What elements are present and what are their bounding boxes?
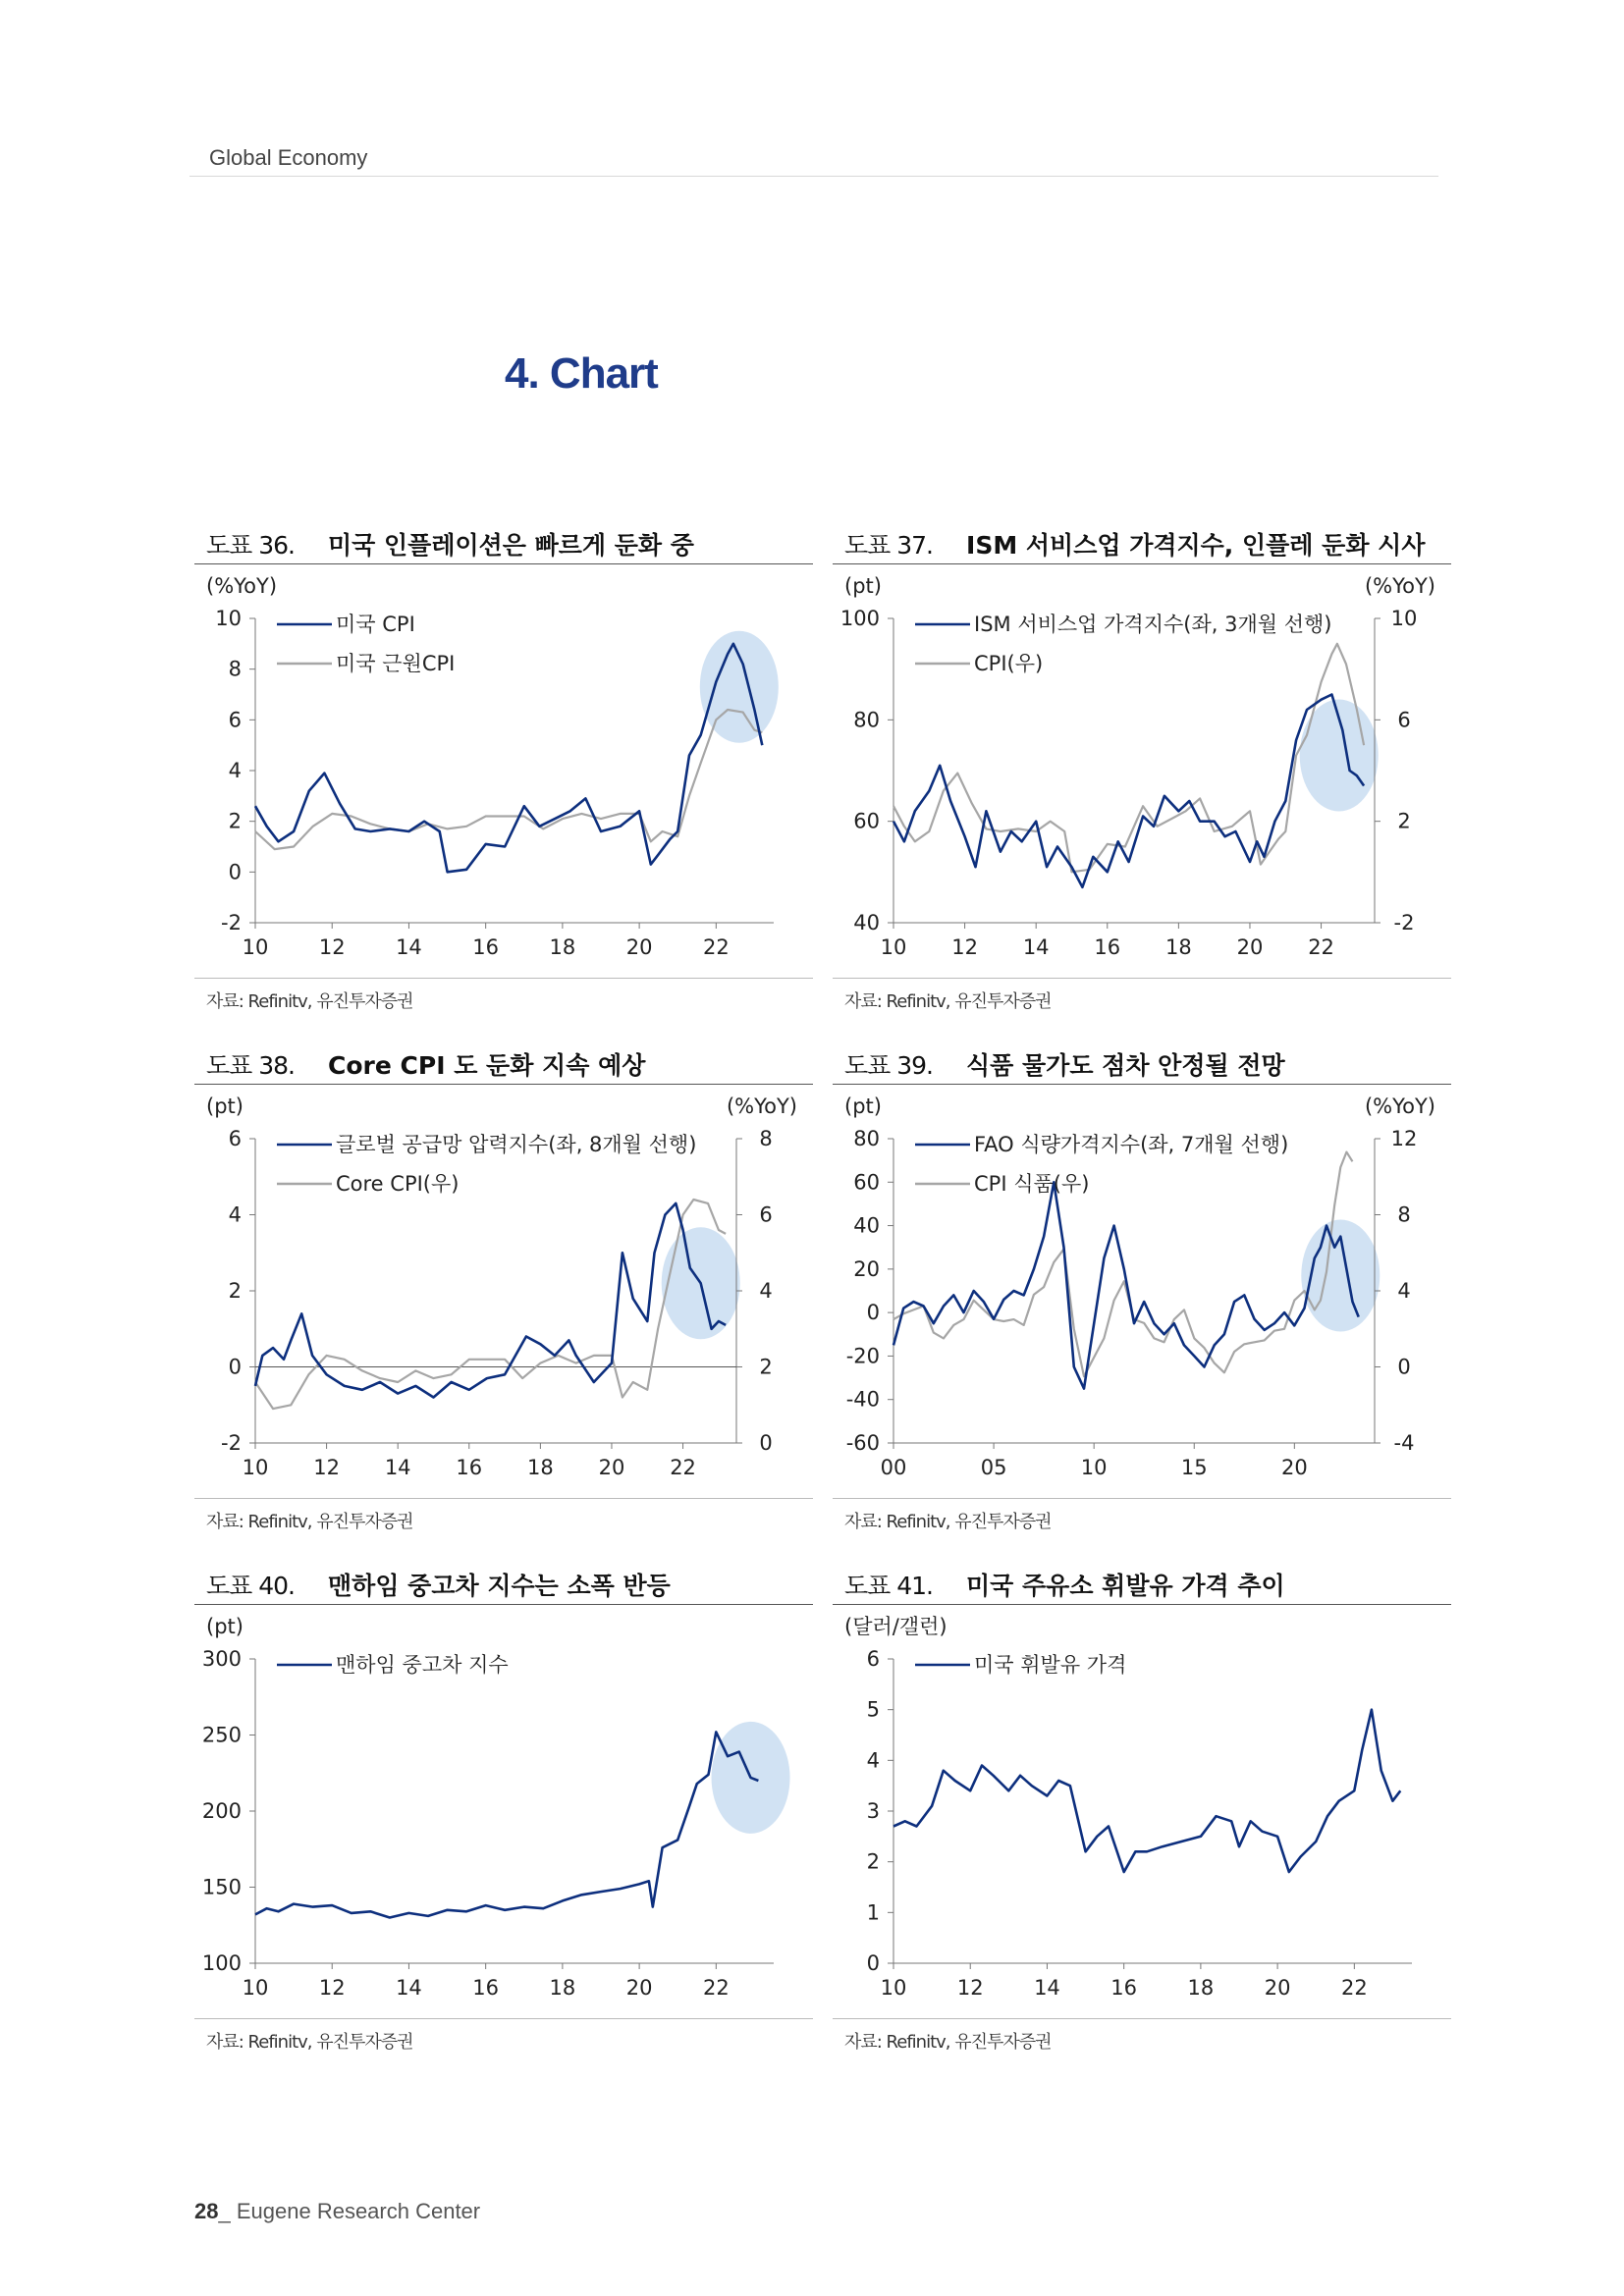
x-tick-label: 16 [1110, 1976, 1138, 2000]
figure-number: 도표 39. [844, 1051, 934, 1080]
y-tick-label-right: 8 [1397, 1202, 1411, 1227]
x-tick-label: 16 [1094, 935, 1121, 959]
figure-number: 도표 38. [206, 1051, 296, 1080]
figure-caption: Core CPI 도 둔화 지속 예상 [328, 1051, 646, 1080]
source-divider [194, 978, 813, 979]
figure-caption: 맨하임 중고차 지수는 소폭 반등 [328, 1572, 671, 1600]
y-tick-label-left: 6 [228, 708, 242, 732]
figure-panel-39 [833, 1046, 1451, 1547]
x-tick-label: 18 [1165, 935, 1192, 959]
y-unit-left: (pt) [206, 1615, 244, 1638]
figure-number: 도표 37. [844, 531, 934, 560]
y-tick-label-right: 6 [759, 1202, 773, 1227]
x-tick-label: 12 [951, 935, 978, 959]
x-tick-label: 20 [1236, 935, 1264, 959]
y-unit-left: (%YoY) [206, 574, 278, 598]
x-tick-label: 12 [313, 1456, 340, 1479]
y-tick-label-left: 150 [201, 1875, 242, 1899]
legend-label-1: 글로벌 공급망 압력지수(좌, 8개월 선행) [336, 1133, 697, 1156]
source-note: 자료: Refinitv, 유진투자증권 [844, 1512, 1052, 1532]
section-title: 4. Chart [505, 349, 658, 398]
y-tick-label-left: -2 [221, 1431, 242, 1455]
x-tick-label: 10 [242, 935, 269, 959]
x-tick-label: 12 [318, 935, 346, 959]
y-tick-label-left: 2 [228, 1279, 242, 1303]
y-tick-label-left: 5 [866, 1697, 880, 1722]
figure-panel-40 [194, 1567, 813, 2067]
y-tick-label-right: -2 [1393, 911, 1415, 934]
x-tick-label: 20 [625, 1976, 653, 2000]
source-divider [194, 1498, 813, 1499]
figure-number: 도표 40. [206, 1572, 296, 1600]
x-tick-label: 20 [1264, 1976, 1291, 2000]
y-tick-label-left: 60 [853, 1170, 880, 1195]
y-tick-label-left: 4 [228, 759, 242, 782]
x-tick-label: 22 [1308, 935, 1334, 959]
y-tick-label-right: 12 [1390, 1127, 1418, 1150]
figure-title [206, 526, 694, 561]
y-tick-label-right: 4 [1397, 1279, 1411, 1303]
x-tick-label: 10 [242, 1976, 269, 2000]
y-unit-right: (%YoY) [1364, 1095, 1435, 1118]
source-divider [194, 2018, 813, 2019]
y-tick-label-left: 8 [228, 657, 242, 681]
y-tick-label-left: -2 [221, 911, 242, 934]
y-tick-label-left: 2 [866, 1849, 880, 1874]
legend-label-1: 미국 휘발유 가격 [974, 1653, 1127, 1677]
x-tick-label: 15 [1180, 1456, 1208, 1479]
x-tick-label: 20 [625, 935, 653, 959]
y-tick-label-left: 300 [201, 1647, 242, 1671]
legend-label-1: ISM 서비스업 가격지수(좌, 3개월 선행) [974, 613, 1332, 636]
highlight-ellipse [700, 631, 779, 743]
source-divider [833, 2018, 1451, 2019]
series-line-1 [893, 1710, 1400, 1872]
y-tick-label-left: 80 [853, 708, 880, 732]
y-tick-label-left: 20 [853, 1256, 880, 1281]
x-tick-label: 10 [242, 1456, 269, 1479]
y-tick-label-left: 60 [853, 809, 880, 833]
x-tick-label: 20 [1280, 1456, 1308, 1479]
chart-fig38 [194, 1090, 813, 1492]
x-tick-label: 12 [318, 1976, 346, 2000]
title-divider [833, 1084, 1451, 1085]
series-line-1 [255, 644, 762, 873]
x-tick-label: 14 [396, 1976, 422, 2000]
page-footer [194, 2199, 480, 2224]
y-tick-label-left: 4 [228, 1202, 242, 1227]
x-tick-label: 18 [1187, 1976, 1215, 2000]
page-number: 28 [194, 2199, 219, 2223]
figure-title [844, 1567, 1285, 1602]
y-tick-label-right: 8 [759, 1127, 773, 1150]
x-tick-label: 05 [980, 1456, 1007, 1479]
y-unit-right: (%YoY) [1364, 574, 1435, 598]
title-divider [194, 1084, 813, 1085]
y-tick-label-left: 3 [866, 1799, 880, 1823]
y-tick-label-right: 6 [1397, 708, 1411, 732]
x-tick-label: 16 [472, 935, 500, 959]
header-divider [189, 176, 1438, 177]
figure-panel-38 [194, 1046, 813, 1547]
y-tick-label-left: 0 [228, 1355, 242, 1379]
x-tick-label: 10 [1080, 1456, 1108, 1479]
figure-caption: ISM 서비스업 가격지수, 인플레 둔화 시사 [966, 531, 1426, 560]
header-section-label: Global Economy [209, 145, 368, 170]
figure-title [206, 1567, 671, 1602]
x-tick-label: 00 [880, 1456, 907, 1479]
figure-title [206, 1046, 645, 1082]
source-note: 자료: Refinitv, 유진투자증권 [206, 2032, 413, 2053]
y-tick-label-left: 0 [866, 1301, 880, 1325]
figure-panel-41 [833, 1567, 1451, 2067]
figure-number: 도표 36. [206, 531, 296, 560]
title-divider [194, 1604, 813, 1605]
figure-caption: 미국 인플레이션은 빠르게 둔화 중 [328, 531, 694, 560]
x-tick-label: 22 [1340, 1976, 1368, 2000]
source-note: 자료: Refinitv, 유진투자증권 [206, 1512, 413, 1532]
y-tick-label-right: 4 [759, 1279, 773, 1303]
y-tick-label-right: 0 [759, 1431, 773, 1455]
x-tick-label: 18 [549, 935, 576, 959]
series-line-1 [893, 1182, 1359, 1388]
y-tick-label-left: 0 [866, 1951, 880, 1975]
source-note: 자료: Refinitv, 유진투자증권 [206, 991, 413, 1012]
y-tick-label-right: 0 [1397, 1355, 1411, 1379]
y-tick-label-left: -20 [845, 1344, 880, 1368]
chart-fig39 [833, 1090, 1451, 1492]
y-tick-label-left: 4 [866, 1748, 880, 1773]
y-tick-label-right: 2 [759, 1355, 773, 1379]
y-tick-label-left: -40 [845, 1387, 880, 1412]
source-divider [833, 1498, 1451, 1499]
y-tick-label-left: 40 [853, 911, 880, 934]
chart-fig37 [833, 569, 1451, 972]
y-tick-label-left: 250 [201, 1723, 242, 1747]
footer-separator: _ [218, 2199, 231, 2223]
x-tick-label: 14 [384, 1456, 411, 1479]
x-tick-label: 10 [880, 1976, 907, 2000]
y-tick-label-left: 200 [201, 1799, 242, 1823]
y-tick-label-right: -4 [1393, 1431, 1415, 1455]
x-tick-label: 18 [549, 1976, 576, 2000]
x-tick-label: 22 [702, 935, 730, 959]
x-tick-label: 14 [396, 935, 422, 959]
y-unit-left: (달러/갤런) [844, 1615, 947, 1638]
footer-org: Eugene Research Center [236, 2199, 481, 2223]
y-tick-label-left: -60 [845, 1431, 880, 1455]
x-tick-label: 12 [956, 1976, 984, 2000]
y-tick-label-left: 6 [228, 1127, 242, 1150]
y-tick-label-left: 40 [853, 1213, 880, 1238]
x-tick-label: 16 [456, 1456, 483, 1479]
source-note: 자료: Refinitv, 유진투자증권 [844, 2032, 1052, 2053]
legend-label-2: CPI 식품(우) [974, 1172, 1090, 1196]
x-tick-label: 16 [472, 1976, 500, 2000]
chart-fig36 [194, 569, 813, 972]
figure-caption: 미국 주유소 휘발유 가격 추이 [966, 1572, 1285, 1600]
legend-label-1: 미국 CPI [336, 613, 415, 636]
x-tick-label: 22 [670, 1456, 696, 1479]
figure-title [844, 526, 1425, 561]
figure-panel-36 [194, 526, 813, 1027]
figure-title [844, 1046, 1285, 1082]
y-unit-left: (pt) [844, 1095, 882, 1118]
series-line-1 [893, 695, 1364, 887]
title-divider [833, 1604, 1451, 1605]
legend-label-1: FAO 식량가격지수(좌, 7개월 선행) [974, 1133, 1289, 1156]
y-tick-label-left: 2 [228, 809, 242, 833]
series-line-1 [255, 1732, 758, 1917]
title-divider [833, 563, 1451, 564]
x-tick-label: 10 [880, 935, 907, 959]
legend-label-2: 미국 근원CPI [336, 652, 456, 675]
y-unit-left: (pt) [206, 1095, 244, 1118]
x-tick-label: 14 [1034, 1976, 1060, 2000]
x-tick-label: 18 [527, 1456, 554, 1479]
y-tick-label-left: 1 [866, 1900, 880, 1925]
y-unit-right: (%YoY) [726, 1095, 797, 1118]
series-line-1 [255, 1203, 726, 1398]
y-tick-label-left: 100 [201, 1951, 242, 1975]
figure-panel-37 [833, 526, 1451, 1027]
x-tick-label: 22 [702, 1976, 730, 2000]
figure-caption: 식품 물가도 점차 안정될 전망 [966, 1051, 1285, 1080]
y-tick-label-left: 100 [839, 607, 880, 630]
legend-label-2: Core CPI(우) [336, 1172, 460, 1196]
y-tick-label-right: 2 [1397, 809, 1411, 833]
y-tick-label-left: 0 [228, 860, 242, 884]
chart-fig41 [833, 1610, 1451, 2012]
title-divider [194, 563, 813, 564]
legend-label-1: 맨하임 중고차 지수 [336, 1653, 509, 1677]
x-tick-label: 14 [1022, 935, 1050, 959]
chart-fig40 [194, 1610, 813, 2012]
source-divider [833, 978, 1451, 979]
y-tick-label-left: 80 [853, 1127, 880, 1150]
y-tick-label-left: 10 [215, 607, 242, 630]
legend-label-2: CPI(우) [974, 652, 1044, 675]
y-tick-label-right: 10 [1390, 607, 1418, 630]
x-tick-label: 20 [598, 1456, 625, 1479]
figure-number: 도표 41. [844, 1572, 934, 1600]
source-note: 자료: Refinitv, 유진투자증권 [844, 991, 1052, 1012]
y-unit-left: (pt) [844, 574, 882, 598]
y-tick-label-left: 6 [866, 1647, 880, 1671]
